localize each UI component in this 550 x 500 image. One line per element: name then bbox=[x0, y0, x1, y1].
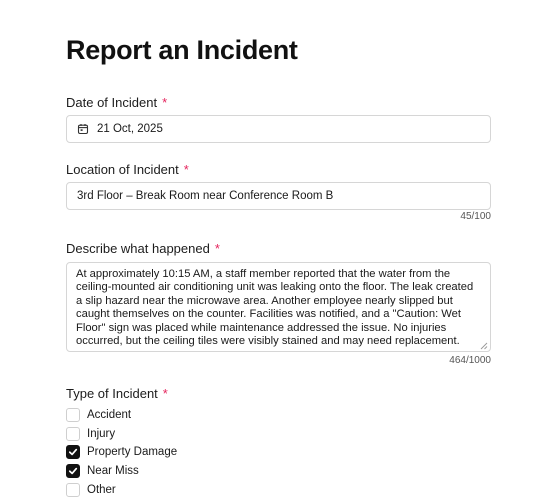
description-textarea[interactable] bbox=[66, 262, 491, 352]
checkbox[interactable] bbox=[66, 464, 80, 478]
checkbox-label: Injury bbox=[87, 427, 116, 440]
checkmark-icon bbox=[68, 447, 78, 457]
checkbox-label: Property Damage bbox=[87, 446, 178, 459]
checkbox[interactable] bbox=[66, 408, 80, 422]
required-marker: * bbox=[162, 386, 168, 401]
location-label bbox=[66, 162, 189, 178]
description-value: At approximately 10:15 AM, a staff member reported that the water from the ceiling-mounted air conditioning unit was leaking onto the floor. The leak created a slip hazard near the microwave area. Another employee nearly slipped but caught themselves on the counter. Facilities was notified, and a "Caution: Wet Floor" sign was placed while maintenance addressed the issue. No injuries occurred, but the ceiling tiles were visibly stained and may need replacement. bbox=[76, 268, 474, 348]
location-char-counter: 45/100 bbox=[460, 211, 491, 222]
checkbox-label: Accident bbox=[87, 409, 132, 422]
incident-type-label bbox=[66, 386, 168, 402]
incident-type-label-text: Type of Incident bbox=[66, 386, 158, 401]
checkbox-label: Other bbox=[87, 483, 116, 496]
checkbox-option-property-damage[interactable] bbox=[66, 443, 177, 462]
checkbox-option-accident[interactable] bbox=[66, 406, 177, 425]
checkmark-icon bbox=[68, 466, 78, 476]
checkbox-option-injury[interactable] bbox=[66, 425, 177, 444]
location-input[interactable] bbox=[66, 182, 491, 210]
resize-handle-icon[interactable] bbox=[480, 341, 488, 349]
date-label bbox=[66, 95, 167, 111]
description-label-text: Describe what happened bbox=[66, 241, 210, 256]
required-marker: * bbox=[214, 241, 220, 256]
description-char-counter: 464/1000 bbox=[449, 355, 491, 366]
checkbox[interactable] bbox=[66, 483, 80, 497]
required-marker: * bbox=[183, 162, 189, 177]
location-value: 3rd Floor – Break Room near Conference Room B bbox=[77, 190, 334, 202]
page-title: Report an Incident bbox=[66, 35, 298, 65]
incident-type-checkbox-group bbox=[66, 406, 177, 499]
date-input[interactable] bbox=[66, 115, 491, 143]
checkbox-label: Near Miss bbox=[87, 465, 139, 478]
checkbox-option-near-miss[interactable] bbox=[66, 462, 177, 481]
required-marker: * bbox=[162, 95, 168, 110]
location-label-text: Location of Incident bbox=[66, 162, 179, 177]
date-label-text: Date of Incident bbox=[66, 95, 158, 110]
checkbox-option-other[interactable] bbox=[66, 480, 177, 499]
calendar-icon bbox=[77, 123, 89, 135]
checkbox[interactable] bbox=[66, 427, 80, 441]
description-label bbox=[66, 241, 220, 257]
date-value: 21 Oct, 2025 bbox=[97, 123, 163, 135]
checkbox[interactable] bbox=[66, 445, 80, 459]
